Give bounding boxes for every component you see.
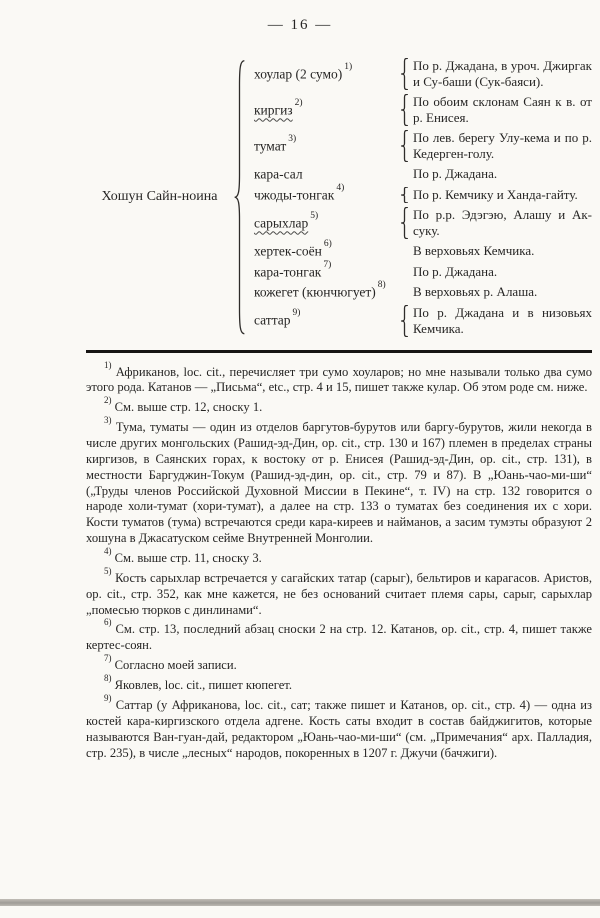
location-text: По обоим склонам Саян к в. от р. Енисея.: [413, 94, 592, 125]
group-label: [86, 186, 233, 208]
location-cell: [400, 58, 592, 90]
location-text: По р. Кемчику и Ханда-гайту.: [413, 186, 578, 202]
location-cell: [400, 243, 592, 259]
footnotes-section: [86, 350, 592, 762]
tribe-name-cell: [254, 97, 400, 119]
tribe-name: саттар: [254, 312, 291, 328]
table-row: [254, 207, 592, 239]
location-text: В верховьях Кемчика.: [413, 243, 535, 259]
location-text: По р. Джадана и в низовьях Кемчика.: [413, 304, 592, 336]
footnote: [86, 618, 592, 654]
footnote-marker: 4): [104, 545, 112, 556]
group-label-line2: Сайн-ноина: [146, 189, 218, 205]
page-bottom-edge: [0, 899, 600, 906]
footnote: [86, 361, 592, 397]
location-text: По лев. берегу Улу-кема и по р. Кедерген-голу.: [413, 130, 592, 161]
tribe-name: хоулар (2 сумо): [254, 66, 343, 82]
location-text: По р. Джадана, в уроч. Джиргак и Су-баши (Сук-баяси).: [413, 58, 592, 89]
location-cell: [400, 284, 592, 300]
location-text: По р. Джадана.: [413, 263, 498, 279]
table-row: [254, 58, 592, 90]
tribe-name-cell: [254, 210, 400, 232]
tribe-name-cell: [254, 239, 400, 260]
footnote-ref: 6): [323, 239, 332, 249]
footnote-text: Африканов, loc. cit., перечисляет три сумо хоуларов; но мне называли только два сумо этого рода. Катанов — „Письма“, etc., стр. 4 и 15, пишет также кулар. Об этом роде см. ниже.: [86, 364, 592, 395]
table-row: [254, 259, 592, 281]
tribe-name: кара-сал: [254, 166, 303, 182]
footnote-marker: 6): [104, 617, 112, 628]
brace-icon: [400, 187, 409, 203]
tribe-rows: [246, 58, 592, 337]
tribe-name: хертек-соён: [254, 243, 322, 259]
footnote: [86, 396, 592, 416]
footnote-ref: 9): [292, 308, 301, 319]
footnote-ref: 2): [294, 97, 303, 108]
location-cell: [400, 94, 592, 126]
tribes-table: [86, 58, 592, 337]
tribe-name-cell: [254, 133, 400, 155]
brace-icon: [400, 94, 409, 126]
page-number: — 16 —: [267, 17, 333, 33]
footnote-text: Саттар (у Африканова, loc. cit., сат; также пишет и Катанов, op. cit., стр. 4) — одна из костей кара-киргизского отдела адгене. Кость саты входит в состав байджигитов, которые называются Ван-гуан-дай, редактором „Юань-чао-ми-ши“ (см. „Примечания“ арх. Палладия, стр. 235), в числе „лесных“ народов, покоренных в 1207 г. Джучи (бачжиги).: [86, 698, 592, 760]
brace-icon: [400, 58, 409, 90]
footnote: [86, 567, 592, 619]
brace-icon: [400, 207, 409, 239]
footnote-text: Яковлев, loc. cit., пишет кюпегет.: [114, 678, 293, 693]
footnote: [86, 694, 592, 761]
location-cell: [400, 130, 592, 162]
footnote-ref: 3): [288, 133, 297, 144]
table-row: [254, 239, 592, 260]
tribe-name-cell: [254, 61, 400, 83]
location-cell: [400, 187, 592, 203]
footnote-ref: 1): [344, 61, 353, 72]
brace-icon: [400, 130, 409, 162]
tribe-name: сарыхлар: [254, 215, 309, 231]
footnote-ref: 8): [377, 280, 386, 290]
footnote-marker: 5): [104, 565, 112, 576]
footnote-text: См. стр. 13, последний абзац сноски 2 на стр. 12. Катанов, op. cit., стр. 4, пишет также кертес-соян.: [86, 622, 592, 653]
footnote-marker: 7): [104, 653, 112, 664]
location-cell: [400, 305, 592, 337]
footnote-marker: 3): [104, 415, 112, 426]
tribe-name-cell: [254, 182, 400, 204]
table-row: [254, 182, 592, 204]
table-row: [254, 305, 592, 337]
footnote-ref: 4): [336, 182, 345, 193]
tribe-name: чжоды-тонгак: [254, 187, 335, 202]
footnote-text: См. выше стр. 11, сноску 3.: [114, 551, 262, 566]
location-text: В верховьях р. Алаша.: [413, 284, 538, 300]
footnote-marker: 9): [104, 693, 112, 704]
footnote-ref: 7): [323, 259, 332, 270]
location-text: По р.р. Эдэгэю, Алашу и Ак-суку.: [413, 207, 592, 238]
tribe-name-cell: [254, 308, 400, 329]
footnote-separator: [86, 350, 592, 353]
location-text: По р. Джадана.: [413, 166, 498, 182]
group-label-line1: Хошун: [101, 189, 144, 205]
footnote-text: Согласно моей записи.: [114, 658, 237, 673]
footnote: [86, 654, 592, 674]
tribe-name: тумат: [254, 138, 287, 154]
location-cell: [400, 166, 592, 182]
footnote-text: Тума, туматы — один из отделов баргутов-бурутов или баргу-бурутов, жили некогда в числе других монгольских (Рашид-эд-Дин, op. cit., стр. 130 и 167) племен в пределах страны киргизов, в Саянских горах, к востоку от р. Енисея (Рашид-эд-Дин, op. cit., стр. 131), в местности Баргуджин-Токум (Рашид-эд-дин, op. cit., стр. 79 и 87). В „Юань-чао-ми-ши“ („Труды членов Российской Духовной Миссии в Пекине“, т. IV) на стр. 132 говорится о народе холи-тумат (хори-тумат), а далее на стр. 133 о туматах без соединения их с хори. Кости туматов (тума) встречаются среди кара-киреев и найманов, а засим тумэты образуют 2 хошуна в Джасатуском сейме Внутренней Монголии.: [86, 420, 592, 546]
table-row: [254, 94, 592, 126]
group-brace-icon: [233, 58, 246, 337]
tribe-name-cell: [254, 166, 400, 183]
footnote: [86, 416, 592, 547]
tribe-name: кожегет (кюнчюгует): [254, 284, 376, 300]
tribe-name: кара-тонгак: [254, 264, 322, 279]
footnote-marker: 1): [104, 359, 112, 370]
footnote: [86, 547, 592, 567]
tribe-name-cell: [254, 259, 400, 281]
tribe-name: киргиз: [254, 102, 293, 118]
footnote-marker: 8): [104, 673, 112, 684]
footnote-text: См. выше стр. 12, сноску 1.: [114, 400, 263, 415]
brace-icon: [400, 305, 409, 337]
footnote-text: Кость сарыхлар встречается у сагайских татар (сарыг), бельтиров и карагасов. Аристов, op. cit., стр. 352, как мне кажется, не без оснований считает племя сары, сарыг, сарыхлар „помесью тюрков с динлинами“.: [86, 571, 592, 617]
table-row: [254, 166, 592, 183]
table-row: [254, 130, 592, 162]
footnote-ref: 5): [310, 210, 319, 221]
tribe-name-cell: [254, 280, 400, 301]
footnote: [86, 674, 592, 694]
location-cell: [400, 264, 592, 280]
location-cell: [400, 207, 592, 239]
table-row: [254, 280, 592, 301]
footnote-marker: 2): [104, 395, 112, 406]
